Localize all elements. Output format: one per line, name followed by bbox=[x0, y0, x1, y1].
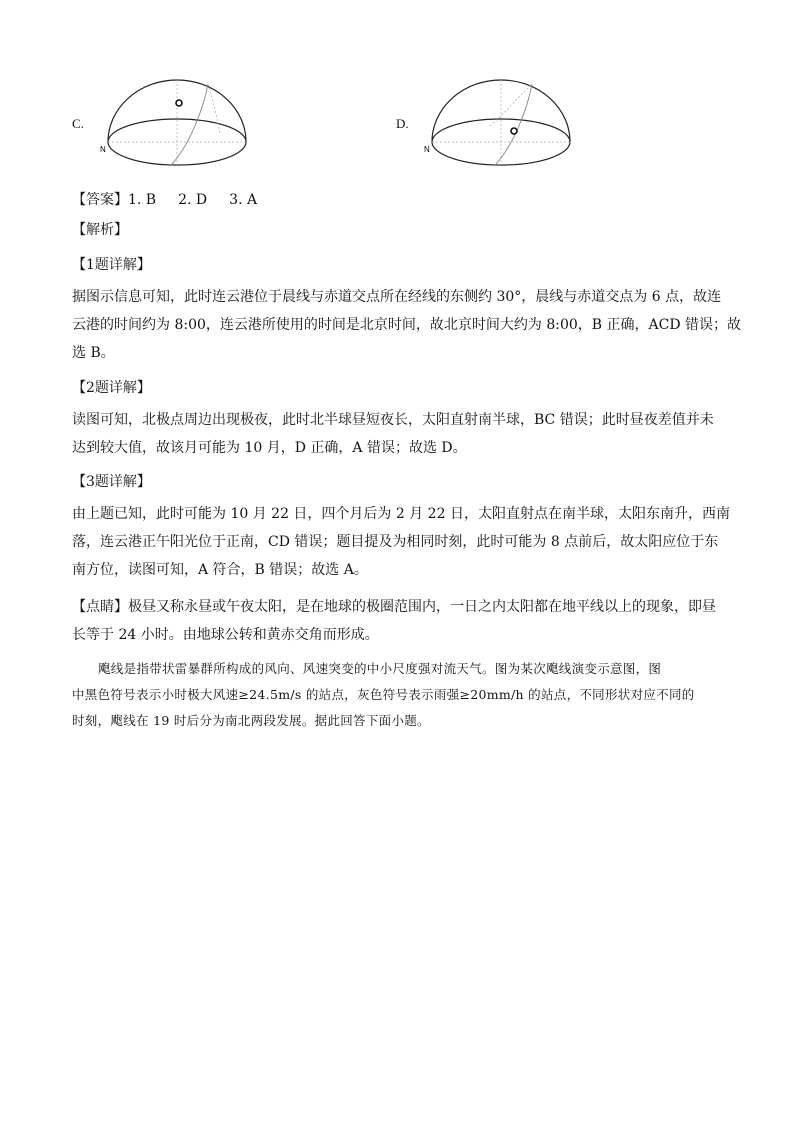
intro-line: 中黑色符号表示小时极大风速≥24.5m/s 的站点，灰色符号表示雨强≥20mm/h 的站点，不同形状对应不同的 bbox=[72, 687, 695, 702]
intro-line: 飑线是指带状雷暴群所构成的风向、风速突变的中小尺度强对流天气。图为某次飑线演变示意图，图 bbox=[98, 661, 662, 676]
north-label: N bbox=[424, 145, 430, 154]
option-c-hemisphere-diagram bbox=[100, 76, 250, 176]
answer-item: 1. B bbox=[128, 192, 157, 208]
position-dot bbox=[176, 100, 182, 106]
next-question-intro bbox=[72, 656, 732, 734]
tip-tag: 【点睛】 bbox=[72, 599, 128, 615]
answer-item: 3. A bbox=[229, 192, 258, 208]
terminator-arc-front bbox=[170, 84, 208, 166]
answer-tag: 【答案】 bbox=[72, 192, 128, 208]
north-label: N bbox=[100, 145, 106, 154]
q1-section bbox=[72, 251, 742, 367]
answer-line bbox=[72, 186, 732, 214]
options-figure-row bbox=[0, 70, 794, 180]
q1-heading: 【1题详解】 bbox=[72, 257, 151, 273]
q1-line: 据图示信息可知，此时连云港位于晨线与赤道交点所在经线的东侧约 30°，晨线与赤道交点为 6 点，故连 bbox=[72, 289, 722, 305]
q2-heading: 【2题详解】 bbox=[72, 380, 151, 396]
q1-line: 选 B。 bbox=[72, 345, 115, 361]
q3-heading: 【3题详解】 bbox=[72, 474, 151, 490]
q3-line: 南方位，读图可知，A 符合，B 错误；故选 A。 bbox=[72, 562, 368, 578]
tip-line: 极昼又称永昼或午夜太阳，是在地球的极圈范围内，一日之内太阳都在地平线以上的现象，即昼 bbox=[128, 599, 716, 615]
option-d-hemisphere-diagram bbox=[424, 76, 574, 176]
tip-line: 长等于 24 小时。由地球公转和黄赤交角而形成。 bbox=[72, 627, 379, 643]
option-d-label: D. bbox=[396, 116, 409, 131]
q1-line: 云港的时间约为 8:00，连云港所使用的时间是北京时间，故北京时间大约为 8:00，B 正确，ACD 错误；故 bbox=[72, 317, 742, 333]
answer-item: 2. D bbox=[178, 192, 208, 208]
q3-line: 由上题已知，此时可能为 10 月 22 日，四个月后为 2 月 22 日，太阳直射点在南半球，太阳东南升，西南 bbox=[72, 506, 730, 522]
q3-section bbox=[72, 468, 732, 584]
q2-line: 读图可知，北极点周边出现极夜，此时北半球昼短夜长，太阳直射南半球，BC 错误；此时昼夜差值并未 bbox=[72, 412, 714, 428]
position-dot bbox=[511, 128, 517, 134]
option-c-label: C. bbox=[72, 116, 84, 131]
analysis-tag: 【解析】 bbox=[72, 222, 128, 238]
terminator-arc-front bbox=[494, 84, 532, 166]
q3-line: 落，连云港正午阳光位于正南，CD 错误；题目提及为相同时刻，此时可能为 8 点前后，故太阳应位于东 bbox=[72, 534, 719, 550]
tip-section bbox=[72, 593, 732, 649]
q2-line: 达到较大值，故该月可能为 10 月，D 正确，A 错误；故选 D。 bbox=[72, 440, 467, 456]
intro-line: 时刻，飑线在 19 时后分为南北两段发展。据此回答下面小题。 bbox=[72, 713, 430, 728]
q2-section bbox=[72, 374, 732, 462]
